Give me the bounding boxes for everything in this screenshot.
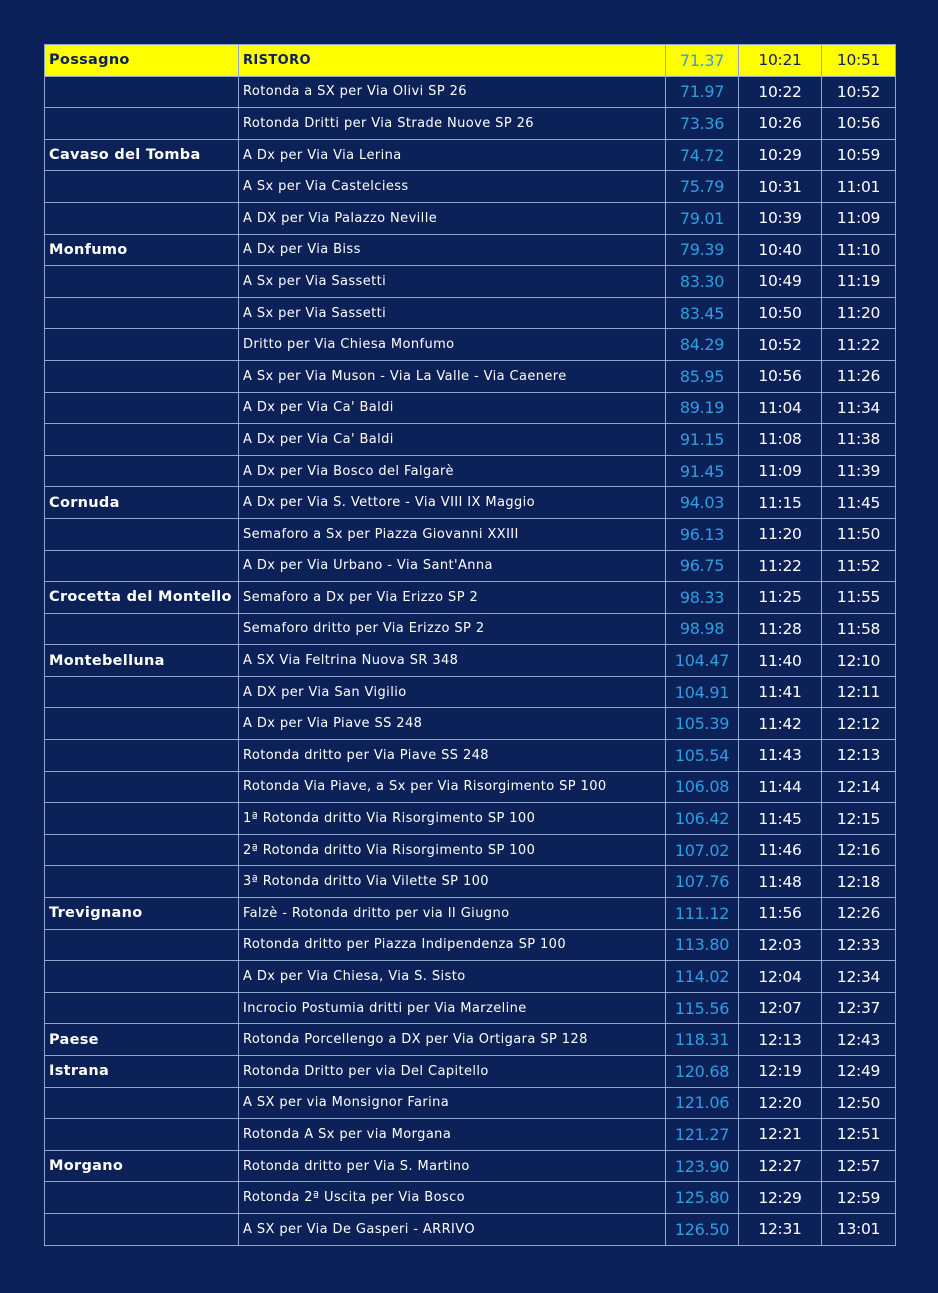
km-cell: 121.27 [666,1119,739,1151]
time-slow-cell: 11:01 [822,171,896,203]
time-slow-cell: 11:55 [822,582,896,614]
route-row [45,961,896,993]
route-row [45,360,896,392]
route-row [45,613,896,645]
direction-cell: Rotonda Via Piave, a Sx per Via Risorgimento SP 100 [239,771,666,803]
time-slow-cell: 10:56 [822,108,896,140]
route-row [45,1213,896,1245]
km-cell: 106.42 [666,803,739,835]
km-cell: 106.08 [666,771,739,803]
route-row [45,866,896,898]
km-cell: 126.50 [666,1213,739,1245]
time-fast-cell: 10:40 [739,234,822,266]
time-fast-cell: 11:15 [739,487,822,519]
route-row [45,676,896,708]
time-fast-cell: 12:13 [739,1024,822,1056]
direction-cell: 3ª Rotonda dritto Via Vilette SP 100 [239,866,666,898]
route-row [45,1024,896,1056]
time-fast-cell: 11:42 [739,708,822,740]
route-row [45,518,896,550]
direction-cell: Dritto per Via Chiesa Monfumo [239,329,666,361]
time-fast-cell: 12:07 [739,992,822,1024]
time-slow-cell: 11:22 [822,329,896,361]
km-cell: 118.31 [666,1024,739,1056]
time-fast-cell: 12:27 [739,1150,822,1182]
route-row [45,171,896,203]
route-row [45,329,896,361]
town-cell [45,392,239,424]
km-cell: 96.13 [666,518,739,550]
direction-cell: A DX per Via Palazzo Neville [239,202,666,234]
route-row [45,992,896,1024]
time-slow-cell: 11:39 [822,455,896,487]
direction-cell: Rotonda dritto per Piazza Indipendenza SP 100 [239,929,666,961]
km-cell: 98.33 [666,582,739,614]
time-fast-cell: 11:28 [739,613,822,645]
time-slow-cell: 12:16 [822,834,896,866]
time-fast-cell: 10:26 [739,108,822,140]
km-cell: 113.80 [666,929,739,961]
direction-cell: A DX per Via San Vigilio [239,676,666,708]
time-fast-cell: 11:48 [739,866,822,898]
time-fast-cell: 12:21 [739,1119,822,1151]
km-cell: 75.79 [666,171,739,203]
km-cell: 107.76 [666,866,739,898]
direction-cell: Semaforo a Sx per Piazza Giovanni XXIII [239,518,666,550]
route-row [45,76,896,108]
time-fast-cell: 11:41 [739,676,822,708]
town-cell [45,929,239,961]
town-cell: Possagno [45,45,239,77]
route-row [45,1150,896,1182]
route-row [45,297,896,329]
route-row [45,392,896,424]
time-slow-cell: 10:51 [822,45,896,77]
time-fast-cell: 10:22 [739,76,822,108]
time-fast-cell: 12:03 [739,929,822,961]
route-row [45,1056,896,1088]
time-fast-cell: 11:09 [739,455,822,487]
time-slow-cell: 10:52 [822,76,896,108]
direction-cell: Rotonda a SX per Via Olivi SP 26 [239,76,666,108]
town-cell: Montebelluna [45,645,239,677]
time-slow-cell: 12:34 [822,961,896,993]
time-slow-cell: 13:01 [822,1213,896,1245]
km-cell: 115.56 [666,992,739,1024]
direction-cell: A Dx per Via S. Vettore - Via VIII IX Maggio [239,487,666,519]
time-fast-cell: 10:52 [739,329,822,361]
direction-cell: Rotonda Dritti per Via Strade Nuove SP 26 [239,108,666,140]
km-cell: 105.54 [666,740,739,772]
time-fast-cell: 10:21 [739,45,822,77]
time-slow-cell: 12:59 [822,1182,896,1214]
time-fast-cell: 10:56 [739,360,822,392]
time-fast-cell: 11:46 [739,834,822,866]
town-cell [45,76,239,108]
town-cell [45,202,239,234]
time-fast-cell: 11:04 [739,392,822,424]
time-slow-cell: 11:38 [822,424,896,456]
time-slow-cell: 11:26 [822,360,896,392]
route-row [45,139,896,171]
time-fast-cell: 10:49 [739,266,822,298]
town-cell [45,961,239,993]
town-cell: Paese [45,1024,239,1056]
town-cell [45,424,239,456]
time-fast-cell: 11:44 [739,771,822,803]
direction-cell: A Dx per Via Piave SS 248 [239,708,666,740]
route-row [45,929,896,961]
time-slow-cell: 12:18 [822,866,896,898]
km-cell: 125.80 [666,1182,739,1214]
direction-cell: Rotonda dritto per Via Piave SS 248 [239,740,666,772]
time-fast-cell: 11:08 [739,424,822,456]
town-cell [45,550,239,582]
time-slow-cell: 11:19 [822,266,896,298]
time-slow-cell: 11:34 [822,392,896,424]
time-fast-cell: 10:39 [739,202,822,234]
town-cell: Monfumo [45,234,239,266]
time-slow-cell: 12:13 [822,740,896,772]
direction-cell: A SX Via Feltrina Nuova SR 348 [239,645,666,677]
km-cell: 111.12 [666,898,739,930]
direction-cell: A Dx per Via Chiesa, Via S. Sisto [239,961,666,993]
route-row [45,1087,896,1119]
time-fast-cell: 11:56 [739,898,822,930]
route-row [45,1182,896,1214]
time-slow-cell: 12:51 [822,1119,896,1151]
km-cell: 83.30 [666,266,739,298]
km-cell: 89.19 [666,392,739,424]
direction-cell: Semaforo a Dx per Via Erizzo SP 2 [239,582,666,614]
time-fast-cell: 12:04 [739,961,822,993]
time-slow-cell: 11:20 [822,297,896,329]
time-slow-cell: 12:50 [822,1087,896,1119]
km-cell: 94.03 [666,487,739,519]
direction-cell: A Sx per Via Sassetti [239,266,666,298]
time-slow-cell: 12:26 [822,898,896,930]
direction-cell: A Dx per Via Via Lerina [239,139,666,171]
km-cell: 121.06 [666,1087,739,1119]
direction-cell: A Sx per Via Muson - Via La Valle - Via Caenere [239,360,666,392]
route-row [45,645,896,677]
time-slow-cell: 12:10 [822,645,896,677]
town-cell [45,1119,239,1151]
time-fast-cell: 11:45 [739,803,822,835]
km-cell: 107.02 [666,834,739,866]
km-cell: 83.45 [666,297,739,329]
route-table-body [45,45,896,1246]
time-slow-cell: 12:49 [822,1056,896,1088]
km-cell: 71.37 [666,45,739,77]
km-cell: 73.36 [666,108,739,140]
direction-cell: RISTORO [239,45,666,77]
direction-cell: A Dx per Via Urbano - Via Sant'Anna [239,550,666,582]
time-fast-cell: 10:31 [739,171,822,203]
town-cell [45,171,239,203]
direction-cell: Rotonda Dritto per via Del Capitello [239,1056,666,1088]
route-row [45,550,896,582]
time-slow-cell: 12:14 [822,771,896,803]
route-row [45,1119,896,1151]
km-cell: 96.75 [666,550,739,582]
time-fast-cell: 10:50 [739,297,822,329]
town-cell [45,108,239,140]
km-cell: 84.29 [666,329,739,361]
ristoro-row [45,45,896,77]
time-slow-cell: 10:59 [822,139,896,171]
route-row [45,771,896,803]
time-slow-cell: 11:10 [822,234,896,266]
km-cell: 120.68 [666,1056,739,1088]
route-row [45,803,896,835]
time-fast-cell: 10:29 [739,139,822,171]
town-cell [45,676,239,708]
town-cell [45,1087,239,1119]
town-cell: Istrana [45,1056,239,1088]
direction-cell: A Dx per Via Bosco del Falgarè [239,455,666,487]
town-cell [45,455,239,487]
time-fast-cell: 11:40 [739,645,822,677]
direction-cell: A SX per via Monsignor Farina [239,1087,666,1119]
time-slow-cell: 11:52 [822,550,896,582]
time-slow-cell: 12:37 [822,992,896,1024]
direction-cell: Rotonda dritto per Via S. Martino [239,1150,666,1182]
town-cell [45,992,239,1024]
direction-cell: 1ª Rotonda dritto Via Risorgimento SP 100 [239,803,666,835]
km-cell: 79.39 [666,234,739,266]
km-cell: 74.72 [666,139,739,171]
town-cell: Cavaso del Tomba [45,139,239,171]
time-slow-cell: 11:50 [822,518,896,550]
route-row [45,424,896,456]
route-row [45,455,896,487]
time-fast-cell: 11:43 [739,740,822,772]
town-cell [45,771,239,803]
route-row [45,108,896,140]
km-cell: 79.01 [666,202,739,234]
town-cell [45,1213,239,1245]
time-fast-cell: 11:22 [739,550,822,582]
direction-cell: A Sx per Via Castelciess [239,171,666,203]
town-cell [45,1182,239,1214]
route-timetable [44,44,896,1246]
town-cell: Cornuda [45,487,239,519]
route-row [45,898,896,930]
town-cell: Morgano [45,1150,239,1182]
time-slow-cell: 12:57 [822,1150,896,1182]
time-slow-cell: 12:11 [822,676,896,708]
time-slow-cell: 12:33 [822,929,896,961]
time-slow-cell: 11:58 [822,613,896,645]
direction-cell: Rotonda Porcellengo a DX per Via Ortigara SP 128 [239,1024,666,1056]
town-cell [45,518,239,550]
direction-cell: Incrocio Postumia dritti per Via Marzeline [239,992,666,1024]
time-fast-cell: 12:29 [739,1182,822,1214]
direction-cell: A Dx per Via Biss [239,234,666,266]
town-cell [45,803,239,835]
time-slow-cell: 12:43 [822,1024,896,1056]
town-cell [45,866,239,898]
direction-cell: A SX per Via De Gasperi - ARRIVO [239,1213,666,1245]
time-fast-cell: 12:20 [739,1087,822,1119]
direction-cell: 2ª Rotonda dritto Via Risorgimento SP 100 [239,834,666,866]
km-cell: 98.98 [666,613,739,645]
time-slow-cell: 11:45 [822,487,896,519]
km-cell: 114.02 [666,961,739,993]
direction-cell: A Dx per Via Ca' Baldi [239,392,666,424]
direction-cell: Rotonda A Sx per via Morgana [239,1119,666,1151]
direction-cell: Semaforo dritto per Via Erizzo SP 2 [239,613,666,645]
km-cell: 123.90 [666,1150,739,1182]
time-fast-cell: 11:20 [739,518,822,550]
direction-cell: A Sx per Via Sassetti [239,297,666,329]
route-row [45,834,896,866]
time-fast-cell: 11:25 [739,582,822,614]
time-slow-cell: 12:12 [822,708,896,740]
town-cell: Crocetta del Montello [45,582,239,614]
km-cell: 105.39 [666,708,739,740]
time-fast-cell: 12:31 [739,1213,822,1245]
route-row [45,740,896,772]
town-cell [45,360,239,392]
time-fast-cell: 12:19 [739,1056,822,1088]
route-row [45,234,896,266]
town-cell: Trevignano [45,898,239,930]
time-slow-cell: 11:09 [822,202,896,234]
direction-cell: A Dx per Via Ca' Baldi [239,424,666,456]
route-row [45,202,896,234]
direction-cell: Rotonda 2ª Uscita per Via Bosco [239,1182,666,1214]
km-cell: 104.47 [666,645,739,677]
town-cell [45,613,239,645]
town-cell [45,834,239,866]
km-cell: 71.97 [666,76,739,108]
route-row [45,266,896,298]
route-row [45,708,896,740]
time-slow-cell: 12:15 [822,803,896,835]
route-row [45,582,896,614]
town-cell [45,266,239,298]
km-cell: 85.95 [666,360,739,392]
direction-cell: Falzè - Rotonda dritto per via II Giugno [239,898,666,930]
town-cell [45,740,239,772]
km-cell: 91.15 [666,424,739,456]
km-cell: 91.45 [666,455,739,487]
town-cell [45,708,239,740]
town-cell [45,297,239,329]
km-cell: 104.91 [666,676,739,708]
route-row [45,487,896,519]
town-cell [45,329,239,361]
